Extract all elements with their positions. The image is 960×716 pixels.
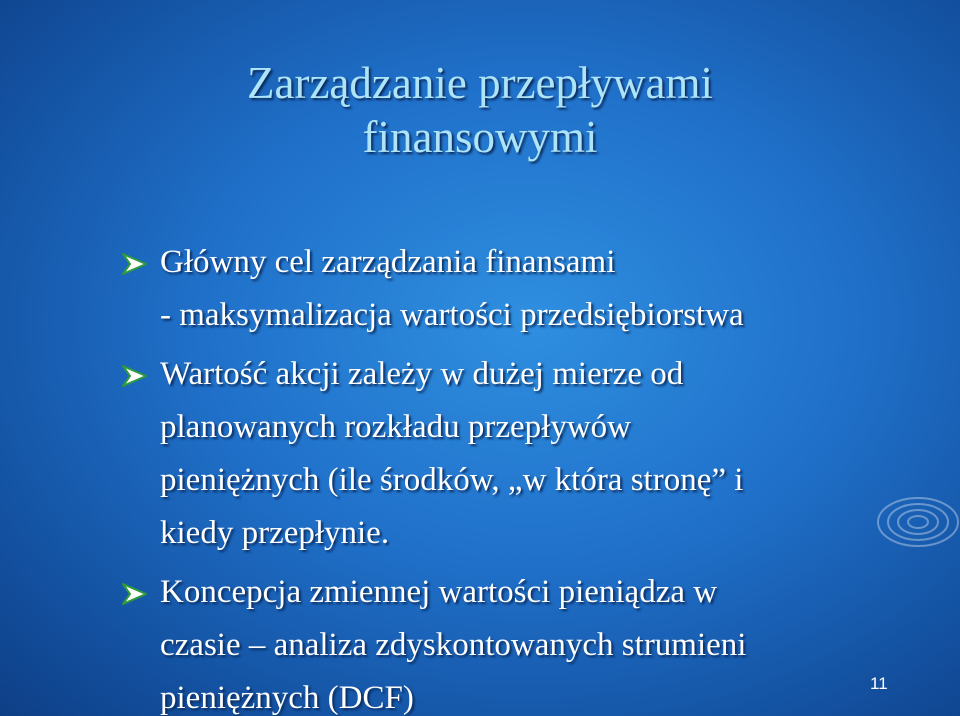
- bullet-2-line-2: planowanych rozkładu przepływów: [160, 409, 632, 445]
- arrow-bullet-icon: [120, 250, 150, 278]
- bullet-2-line-4: kiedy przepłynie.: [160, 515, 390, 551]
- slide-title: [0, 56, 960, 164]
- bullet-1-line-1: Główny cel zarządzania finansami: [160, 244, 616, 280]
- bullet-item-2: [118, 348, 938, 560]
- bullet-1-line-2: - maksymalizacja wartości przedsiębiorstwa: [160, 297, 744, 333]
- bullet-list: [118, 236, 938, 716]
- bullet-2-line-1: Wartość akcji zależy w dużej mierze od: [160, 356, 684, 392]
- slide-title-line-1: Zarządzanie przepływami: [247, 58, 713, 108]
- bullet-3-line-1: Koncepcja zmiennej wartości pieniądza w: [160, 574, 718, 610]
- bullet-item-1: [118, 236, 938, 342]
- bullet-3-line-2: czasie – analiza zdyskontowanych strumieni: [160, 627, 747, 663]
- bullet-3-line-3: pieniężnych (DCF): [160, 680, 414, 716]
- slide-title-line-2: finansowymi: [362, 112, 598, 162]
- bullet-2-line-3: pieniężnych (ile środków, „w która stronę” i: [160, 462, 744, 498]
- page-number: 11: [870, 674, 888, 693]
- arrow-bullet-icon: [120, 580, 150, 608]
- arrow-bullet-icon: [120, 362, 150, 390]
- bullet-item-3: [118, 566, 938, 716]
